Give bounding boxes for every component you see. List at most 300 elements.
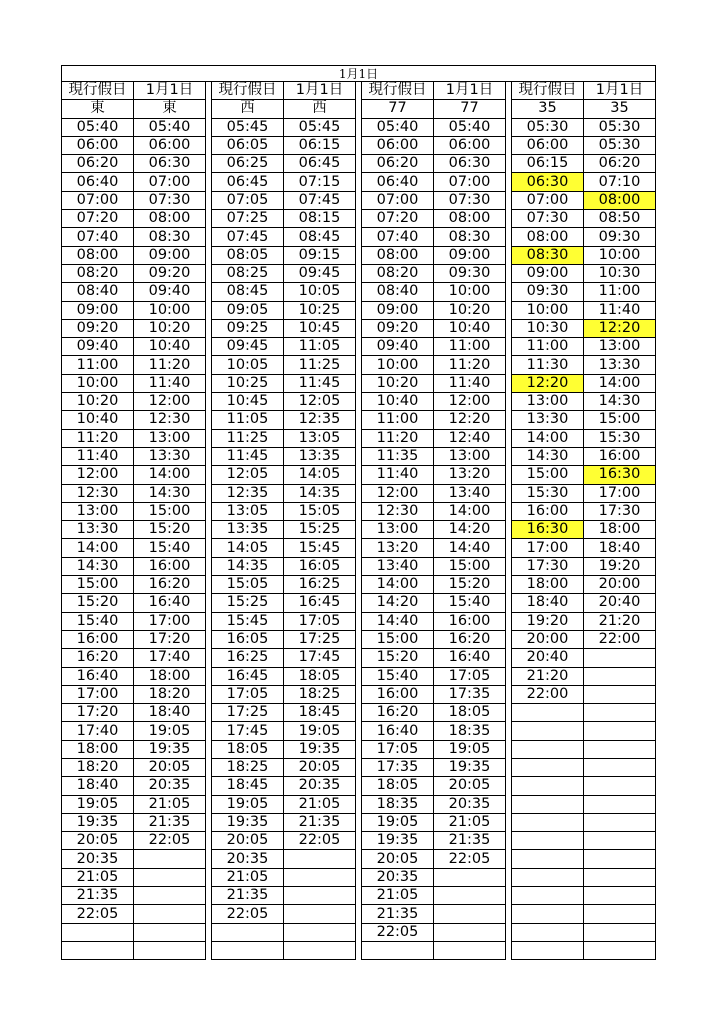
time-cell: 15:05: [284, 502, 356, 520]
empty-cell: [434, 923, 506, 941]
time-cell: 16:00: [362, 685, 434, 703]
time-cell: 18:40: [62, 777, 134, 795]
time-cell: 07:30: [134, 191, 206, 209]
time-cell: 07:25: [212, 210, 284, 228]
time-cell: 17:40: [134, 649, 206, 667]
empty-cell: [284, 868, 356, 886]
time-cell: 12:20: [434, 411, 506, 429]
direction-label: 東: [134, 100, 206, 118]
time-cell: 20:35: [362, 868, 434, 886]
time-cell: 21:35: [284, 813, 356, 831]
time-cell: 15:40: [62, 612, 134, 630]
time-cell: 20:35: [284, 777, 356, 795]
time-cell: 20:35: [212, 850, 284, 868]
header-row: [62, 82, 656, 100]
time-cell: 10:25: [284, 301, 356, 319]
time-cell: 20:35: [134, 777, 206, 795]
time-cell: 10:00: [584, 246, 656, 264]
time-cell: 14:00: [62, 539, 134, 557]
time-cell: 06:00: [62, 136, 134, 154]
time-cell: 06:20: [362, 155, 434, 173]
empty-cell: [512, 758, 584, 776]
time-cell: 10:45: [284, 319, 356, 337]
time-cell: 22:05: [434, 850, 506, 868]
time-cell: 18:40: [584, 539, 656, 557]
time-cell: 17:40: [62, 722, 134, 740]
time-cell: 18:20: [62, 758, 134, 776]
time-cell: 11:20: [134, 356, 206, 374]
time-cell: 17:45: [212, 722, 284, 740]
time-cell: 11:00: [584, 283, 656, 301]
header-label: 現行假日: [512, 82, 584, 100]
time-cell: 08:15: [284, 210, 356, 228]
time-cell: 17:05: [212, 685, 284, 703]
time-cell: 18:05: [212, 740, 284, 758]
time-cell: 16:00: [62, 630, 134, 648]
time-cell: 16:00: [434, 612, 506, 630]
empty-cell: [512, 923, 584, 941]
time-cell: 06:15: [512, 155, 584, 173]
time-cell: 11:25: [212, 429, 284, 447]
time-cell: 06:30: [134, 155, 206, 173]
time-cell: 06:30: [434, 155, 506, 173]
time-row: [62, 722, 656, 740]
time-cell: 16:00: [584, 447, 656, 465]
time-cell: 21:35: [134, 813, 206, 831]
time-row: [62, 887, 656, 905]
time-cell: 14:20: [362, 594, 434, 612]
time-cell: 18:05: [434, 704, 506, 722]
time-cell: 09:00: [134, 246, 206, 264]
time-cell: 08:45: [212, 283, 284, 301]
empty-cell: [212, 923, 284, 941]
header-label: 1月1日: [434, 82, 506, 100]
empty-cell: [284, 941, 356, 959]
time-row: [62, 155, 656, 173]
time-cell: 09:40: [362, 338, 434, 356]
time-cell: 21:05: [434, 813, 506, 831]
time-cell: 10:30: [512, 319, 584, 337]
time-cell: 19:35: [362, 832, 434, 850]
time-row: [62, 521, 656, 539]
time-row: [62, 283, 656, 301]
empty-cell: [512, 813, 584, 831]
time-row: [62, 594, 656, 612]
time-cell: 12:30: [62, 484, 134, 502]
time-cell: 21:05: [284, 795, 356, 813]
time-cell: 16:05: [284, 557, 356, 575]
time-cell: 17:30: [584, 502, 656, 520]
time-cell: 12:05: [212, 466, 284, 484]
time-cell: 15:40: [134, 539, 206, 557]
time-cell: 16:40: [134, 594, 206, 612]
time-cell: 09:20: [134, 264, 206, 282]
time-cell: 07:40: [362, 228, 434, 246]
time-cell: 10:00: [434, 283, 506, 301]
time-cell: 11:40: [584, 301, 656, 319]
time-cell: 10:00: [362, 356, 434, 374]
time-row: [62, 210, 656, 228]
time-cell: 13:30: [512, 411, 584, 429]
time-cell: 14:30: [134, 484, 206, 502]
time-cell: 08:00: [62, 246, 134, 264]
time-cell: 08:50: [584, 210, 656, 228]
time-cell: 21:35: [62, 887, 134, 905]
timetable-body: [62, 66, 656, 960]
time-cell: 14:00: [512, 429, 584, 447]
time-cell: 12:30: [134, 411, 206, 429]
time-cell: 15:40: [434, 594, 506, 612]
time-cell: 21:20: [512, 667, 584, 685]
time-cell: 07:00: [434, 173, 506, 191]
time-cell: 15:45: [284, 539, 356, 557]
time-cell: 19:05: [434, 740, 506, 758]
time-cell: 13:00: [584, 338, 656, 356]
time-cell: 20:35: [434, 795, 506, 813]
time-cell: 18:35: [362, 795, 434, 813]
time-cell: 13:00: [512, 393, 584, 411]
empty-cell: [512, 795, 584, 813]
time-cell: 17:00: [512, 539, 584, 557]
time-cell: 06:00: [434, 136, 506, 154]
time-cell: 13:00: [434, 447, 506, 465]
time-cell: 21:05: [134, 795, 206, 813]
time-cell: 12:05: [284, 393, 356, 411]
time-cell: 09:45: [284, 264, 356, 282]
time-cell: 19:05: [284, 722, 356, 740]
time-cell: 09:20: [62, 319, 134, 337]
empty-cell: [284, 850, 356, 868]
time-cell: 05:30: [512, 118, 584, 136]
time-row: [62, 393, 656, 411]
time-row: [62, 228, 656, 246]
time-cell: 13:00: [362, 521, 434, 539]
time-row: [62, 667, 656, 685]
time-cell: 06:05: [212, 136, 284, 154]
time-row: [62, 374, 656, 392]
time-cell: 22:00: [512, 685, 584, 703]
time-cell: 20:05: [434, 777, 506, 795]
empty-cell: [212, 941, 284, 959]
time-cell: 11:35: [362, 447, 434, 465]
time-cell: 11:40: [134, 374, 206, 392]
time-cell: 22:00: [584, 630, 656, 648]
empty-cell: [512, 832, 584, 850]
time-row: [62, 539, 656, 557]
time-cell: 14:30: [62, 557, 134, 575]
time-cell: 18:00: [62, 740, 134, 758]
time-cell: 07:00: [512, 191, 584, 209]
time-cell: 17:00: [134, 612, 206, 630]
time-row: [62, 630, 656, 648]
empty-cell: [584, 941, 656, 959]
time-cell: 15:30: [512, 484, 584, 502]
time-cell: 09:25: [212, 319, 284, 337]
empty-cell: [512, 941, 584, 959]
time-cell: 09:05: [212, 301, 284, 319]
time-cell: 12:20: [584, 319, 656, 337]
time-cell: 15:00: [134, 502, 206, 520]
direction-label: 35: [512, 100, 584, 118]
time-cell: 08:25: [212, 264, 284, 282]
time-cell: 07:20: [62, 210, 134, 228]
time-cell: 05:30: [584, 136, 656, 154]
empty-cell: [434, 868, 506, 886]
empty-cell: [434, 887, 506, 905]
empty-cell: [434, 941, 506, 959]
time-row: [62, 905, 656, 923]
time-cell: 08:40: [62, 283, 134, 301]
time-cell: 16:25: [284, 576, 356, 594]
time-cell: 11:40: [362, 466, 434, 484]
time-cell: 08:40: [362, 283, 434, 301]
empty-cell: [584, 905, 656, 923]
time-cell: 06:00: [134, 136, 206, 154]
empty-cell: [584, 667, 656, 685]
time-cell: 13:00: [62, 502, 134, 520]
time-cell: 19:05: [62, 795, 134, 813]
time-cell: 16:40: [362, 722, 434, 740]
time-cell: 06:25: [212, 155, 284, 173]
empty-cell: [584, 850, 656, 868]
time-cell: 05:45: [284, 118, 356, 136]
header-label: 現行假日: [62, 82, 134, 100]
header-label: 1月1日: [134, 82, 206, 100]
time-row: [62, 649, 656, 667]
time-cell: 19:35: [284, 740, 356, 758]
empty-cell: [584, 649, 656, 667]
time-cell: 18:00: [512, 576, 584, 594]
time-cell: 19:35: [134, 740, 206, 758]
time-cell: 10:05: [212, 356, 284, 374]
time-cell: 15:00: [362, 630, 434, 648]
time-cell: 18:05: [284, 667, 356, 685]
time-cell: 10:00: [512, 301, 584, 319]
time-cell: 14:20: [434, 521, 506, 539]
time-cell: 10:00: [134, 301, 206, 319]
time-row: [62, 173, 656, 191]
empty-cell: [512, 777, 584, 795]
direction-row: [62, 100, 656, 118]
time-cell: 11:00: [434, 338, 506, 356]
time-cell: 20:00: [512, 630, 584, 648]
empty-cell: [512, 722, 584, 740]
time-cell: 08:00: [134, 210, 206, 228]
time-cell: 22:05: [134, 832, 206, 850]
time-cell: 15:25: [284, 521, 356, 539]
time-cell: 14:00: [362, 576, 434, 594]
time-cell: 12:00: [362, 484, 434, 502]
time-cell: 07:00: [362, 191, 434, 209]
time-cell: 11:30: [512, 356, 584, 374]
empty-cell: [134, 941, 206, 959]
time-cell: 17:30: [512, 557, 584, 575]
time-cell: 14:30: [584, 393, 656, 411]
time-cell: 08:00: [512, 228, 584, 246]
time-cell: 10:40: [362, 393, 434, 411]
time-cell: 15:00: [584, 411, 656, 429]
time-cell: 18:35: [434, 722, 506, 740]
time-cell: 10:20: [62, 393, 134, 411]
time-cell: 07:45: [212, 228, 284, 246]
empty-cell: [284, 887, 356, 905]
header-label: 1月1日: [284, 82, 356, 100]
time-cell: 16:20: [434, 630, 506, 648]
time-cell: 09:45: [212, 338, 284, 356]
time-cell: 20:05: [212, 832, 284, 850]
time-cell: 09:30: [434, 264, 506, 282]
time-cell: 12:40: [434, 429, 506, 447]
time-cell: 14:40: [362, 612, 434, 630]
time-cell: 13:40: [362, 557, 434, 575]
time-cell: 17:35: [362, 758, 434, 776]
time-row: [62, 411, 656, 429]
time-cell: 09:20: [362, 319, 434, 337]
timetable: [61, 65, 656, 960]
time-cell: 20:35: [62, 850, 134, 868]
time-cell: 17:25: [212, 704, 284, 722]
time-cell: 07:30: [512, 210, 584, 228]
direction-label: 西: [212, 100, 284, 118]
direction-label: 西: [284, 100, 356, 118]
time-cell: 12:20: [512, 374, 584, 392]
time-cell: 21:35: [212, 887, 284, 905]
time-row: [62, 264, 656, 282]
time-row: [62, 832, 656, 850]
time-row: [62, 923, 656, 941]
time-cell: 17:25: [284, 630, 356, 648]
time-cell: 14:05: [212, 539, 284, 557]
time-cell: 19:05: [212, 795, 284, 813]
time-cell: 07:20: [362, 210, 434, 228]
time-cell: 11:25: [284, 356, 356, 374]
time-cell: 11:00: [362, 411, 434, 429]
time-cell: 21:05: [362, 887, 434, 905]
empty-cell: [584, 795, 656, 813]
empty-cell: [584, 777, 656, 795]
time-row: [62, 246, 656, 264]
empty-cell: [584, 832, 656, 850]
time-row: [62, 704, 656, 722]
timetable-title: 1月1日: [62, 66, 656, 82]
empty-cell: [584, 740, 656, 758]
time-cell: 07:10: [584, 173, 656, 191]
time-cell: 10:00: [62, 374, 134, 392]
time-cell: 09:40: [134, 283, 206, 301]
time-cell: 10:05: [284, 283, 356, 301]
time-cell: 11:20: [434, 356, 506, 374]
time-row: [62, 301, 656, 319]
time-cell: 08:30: [134, 228, 206, 246]
time-cell: 10:20: [362, 374, 434, 392]
time-cell: 13:05: [212, 502, 284, 520]
time-cell: 11:00: [512, 338, 584, 356]
time-cell: 14:30: [512, 447, 584, 465]
time-cell: 09:40: [62, 338, 134, 356]
time-cell: 14:35: [284, 484, 356, 502]
time-cell: 21:35: [362, 905, 434, 923]
time-cell: 06:20: [584, 155, 656, 173]
time-cell: 18:45: [284, 704, 356, 722]
time-cell: 11:45: [212, 447, 284, 465]
time-cell: 13:20: [362, 539, 434, 557]
time-cell: 17:20: [134, 630, 206, 648]
empty-cell: [584, 685, 656, 703]
empty-cell: [512, 868, 584, 886]
time-cell: 17:35: [434, 685, 506, 703]
title-row: [62, 66, 656, 82]
empty-cell: [134, 905, 206, 923]
time-row: [62, 813, 656, 831]
time-cell: 21:20: [584, 612, 656, 630]
time-row: [62, 685, 656, 703]
time-row: [62, 466, 656, 484]
time-cell: 13:30: [584, 356, 656, 374]
time-cell: 16:45: [284, 594, 356, 612]
time-row: [62, 850, 656, 868]
time-cell: 19:05: [362, 813, 434, 831]
empty-cell: [62, 923, 134, 941]
time-cell: 16:25: [212, 649, 284, 667]
empty-cell: [134, 923, 206, 941]
time-cell: 08:00: [434, 210, 506, 228]
time-cell: 17:05: [362, 740, 434, 758]
time-cell: 15:00: [512, 466, 584, 484]
time-cell: 18:25: [284, 685, 356, 703]
time-cell: 05:40: [362, 118, 434, 136]
time-cell: 21:35: [434, 832, 506, 850]
time-cell: 10:25: [212, 374, 284, 392]
direction-label: 77: [434, 100, 506, 118]
time-cell: 14:00: [134, 466, 206, 484]
time-cell: 09:00: [362, 301, 434, 319]
time-cell: 06:15: [284, 136, 356, 154]
time-cell: 20:05: [134, 758, 206, 776]
time-cell: 11:20: [62, 429, 134, 447]
time-cell: 22:05: [362, 923, 434, 941]
time-cell: 13:00: [134, 429, 206, 447]
empty-cell: [512, 905, 584, 923]
time-cell: 18:20: [134, 685, 206, 703]
empty-cell: [134, 868, 206, 886]
time-cell: 17:00: [584, 484, 656, 502]
time-cell: 07:05: [212, 191, 284, 209]
time-cell: 15:00: [434, 557, 506, 575]
time-cell: 16:00: [512, 502, 584, 520]
time-row: [62, 941, 656, 959]
time-cell: 10:45: [212, 393, 284, 411]
time-row: [62, 612, 656, 630]
time-cell: 13:20: [434, 466, 506, 484]
time-cell: 18:25: [212, 758, 284, 776]
time-cell: 16:45: [212, 667, 284, 685]
time-cell: 07:40: [62, 228, 134, 246]
time-cell: 18:40: [512, 594, 584, 612]
time-cell: 07:00: [134, 173, 206, 191]
time-cell: 19:20: [512, 612, 584, 630]
empty-cell: [584, 758, 656, 776]
time-cell: 06:00: [362, 136, 434, 154]
time-cell: 22:05: [62, 905, 134, 923]
time-cell: 10:40: [62, 411, 134, 429]
time-cell: 17:05: [284, 612, 356, 630]
time-cell: 12:00: [62, 466, 134, 484]
time-cell: 06:20: [62, 155, 134, 173]
time-cell: 08:00: [584, 191, 656, 209]
time-cell: 15:20: [62, 594, 134, 612]
time-cell: 05:30: [584, 118, 656, 136]
empty-cell: [584, 704, 656, 722]
